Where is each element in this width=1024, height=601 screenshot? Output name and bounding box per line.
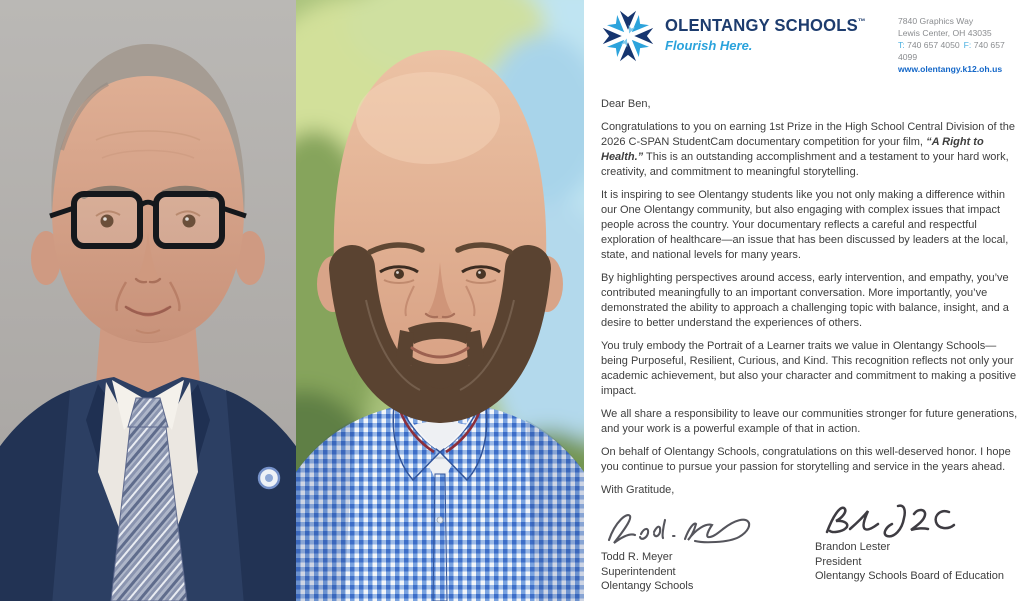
letter [584, 0, 1024, 601]
brand-name [665, 15, 866, 36]
paragraph-3: By highlighting perspectives around access, early intervention, and empathy, you’ve contributed meaningfully to an important conversation. More importantly, you’ve demonstrated the ability to approach a challenging topic with balance, insight, and a desire to better understand the experiences of others. [601, 272, 1009, 329]
letterhead [601, 8, 1018, 75]
photo-board-president-portrait [296, 0, 584, 601]
portrait-suit-glasses-illustration [0, 0, 296, 601]
portrait-beard-gingham-illustration [296, 0, 584, 601]
film-title: “A Right to Health.” [601, 136, 984, 163]
address-block [898, 8, 1018, 75]
brand-name-text: OLENTANGY SCHOOLS [665, 15, 858, 35]
signature-block-superintendent [601, 506, 815, 594]
website-link[interactable]: www.olentangy.k12.oh.us [898, 64, 1003, 74]
olentangy-logo-icon [601, 8, 655, 64]
letter-body [601, 97, 1018, 498]
signer-name: Todd R. Meyer [601, 551, 673, 563]
paragraph-2: It is inspiring to see Olentangy students like you not only making a difference within our One Olentangy community, but also engaging with complex issues that impact people across the country. Your documentary reflects a careful and respectful exploration of healthcare—an issue that has been discussed by leaders at the local, state, and national levels for many years. [601, 189, 1009, 261]
signer-org: Olentangy Schools Board of Education [815, 570, 1004, 582]
signature-block-board-president [815, 496, 1018, 594]
trademark-symbol: ™ [857, 17, 866, 27]
paragraph-1-text: Congratulations to you on earning 1st Prize in the High School Central Division of the 2026 C-SPAN StudentCam documentary competition for your film, [601, 121, 1015, 148]
signer-title: Superintendent [601, 565, 676, 578]
paragraph-1-continued: This is an outstanding accomplishment and a testament to your hard work, creativity, and commitment to meaningful storytelling. [601, 151, 1009, 178]
brand-text [665, 8, 876, 53]
address-line-1: 7840 Graphics Way [898, 16, 974, 26]
phone-f-label: F: [963, 40, 972, 50]
phone-line [898, 39, 1018, 63]
signer-org: Olentangy Schools [601, 580, 694, 592]
phone-t-value: 740 657 4050 [907, 40, 960, 50]
address-line-2: Lewis Center, OH 43035 [898, 28, 992, 38]
paragraph-5: We all share a responsibility to leave our communities stronger for future generations, and your work is a powerful example of that in action. [601, 408, 1018, 435]
signer-title: President [815, 555, 862, 568]
paragraph-6: On behalf of Olentangy Schools, congratulations on this well-deserved honor. I hope you continue to pursue your passion for storytelling and service in the years ahead. [601, 446, 1011, 473]
brand-tagline: Flourish Here. [665, 38, 753, 53]
phone-t-label: T: [898, 40, 905, 50]
signature-todd-meyer-icon [601, 506, 761, 550]
closing: With Gratitude, [601, 484, 675, 496]
signer-name: Brandon Lester [815, 541, 891, 553]
signature-row [601, 506, 1018, 594]
salutation: Dear Ben, [601, 98, 651, 110]
photo-superintendent-portrait [0, 0, 296, 601]
signature-brandon-lester-icon [815, 496, 975, 540]
phone-f-value: 740 657 4099 [898, 40, 1005, 62]
paragraph-4: You truly embody the Portrait of a Learner traits we value in Olentangy Schools—being Purposeful, Resilient, Curious, and Kind. This recognition reflects not only your academic achievement, but also your character and commitment to making a positive impact. [601, 340, 1017, 397]
paragraph-1 [601, 120, 1018, 180]
